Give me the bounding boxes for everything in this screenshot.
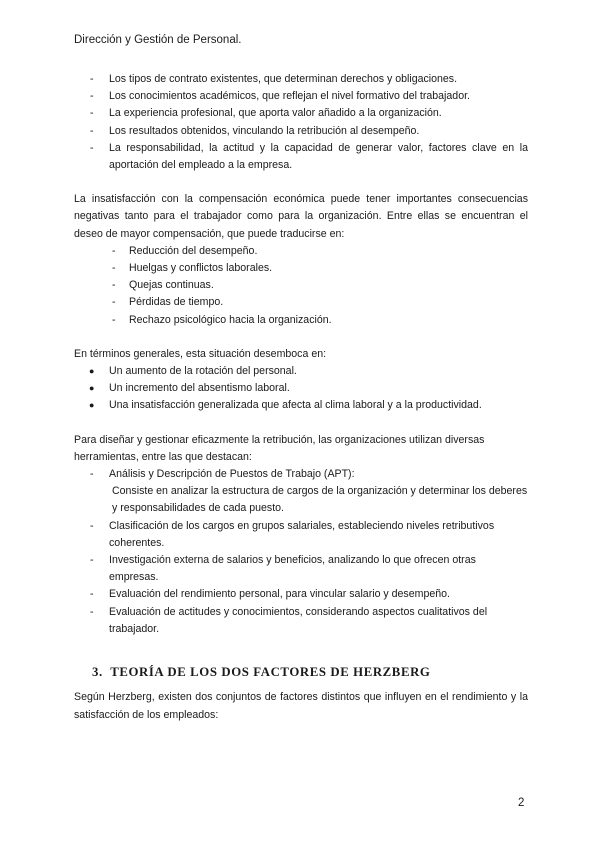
list-item: - Rechazo psicológico hacia la organización. (74, 312, 528, 329)
dash-marker: - (90, 588, 94, 601)
section-intro: Según Herzberg, existen dos conjuntos de factores distintos que influyen en el rendimiento y la satisfacción de los empleados: (74, 691, 528, 721)
dash-marker: - (90, 519, 94, 532)
list-item-description: Consiste en analizar la estructura de cargos de la organización y determinar los deberes y responsabilidades de cada puesto. (112, 485, 528, 515)
dash-marker: - (112, 262, 116, 275)
dash-marker: - (90, 605, 94, 618)
outcomes-list (74, 363, 528, 415)
list-item: ● Un incremento del absentismo laboral. (74, 380, 528, 397)
list-item: - Clasificación de los cargos en grupos salariales, estableciendo niveles retributivos coherentes. (90, 519, 495, 549)
paragraph-dissatisfaction: La insatisfacción con la compensación económica puede tener importantes consecuencias negativas tanto para el trabajador como para la organización. Entre ellas se encuentran el deseo de mayor compensación, que puede traducirse en: (74, 193, 528, 240)
bullet-marker: ● (89, 366, 95, 377)
dash-marker: - (90, 107, 94, 120)
paragraph-tools: Para diseñar y gestionar eficazmente la retribución, las organizaciones utilizan diversas herramientas, entre las que destacan: (74, 433, 485, 463)
tools-list (74, 466, 528, 638)
list-item: - Análisis y Descripción de Puestos de Trabajo (APT): Consiste en analizar la estructura de cargos de la organización y determinar los deberes y responsabilidades de cada puesto. (74, 466, 528, 518)
dash-marker: - (90, 141, 94, 154)
dash-marker: - (112, 313, 116, 326)
dash-marker: - (90, 73, 94, 85)
list-item: - Evaluación de actitudes y conocimientos, considerando aspectos cualitativos del trabajador. (90, 605, 488, 635)
dash-marker: - (90, 468, 94, 481)
dash-marker: - (90, 554, 94, 567)
paragraph-general-terms: En términos generales, esta situación desemboca en: (74, 347, 327, 360)
list-item: - Los conocimientos académicos, que reflejan el nivel formativo del trabajador. (74, 88, 528, 105)
dash-marker: - (112, 279, 116, 292)
list-item: ● Un aumento de la rotación del personal. (74, 363, 528, 380)
list-item: - Huelgas y conflictos laborales. (74, 260, 528, 277)
list-item: - Los resultados obtenidos, vinculando la retribución al desempeño. (74, 123, 528, 140)
section-heading (92, 664, 528, 681)
consequences-list (74, 243, 528, 329)
list-item: - Los tipos de contrato existentes, que determinan derechos y obligaciones. (74, 71, 528, 88)
list-item: ● Una insatisfacción generalizada que afecta al clima laboral y a la productividad. (74, 397, 528, 414)
list-item: - Pérdidas de tiempo. (74, 294, 528, 311)
retribution-factors-list (74, 71, 528, 174)
list-item: - La experiencia profesional, que aporta valor añadido a la organización. (74, 105, 528, 122)
dash-marker: - (90, 124, 94, 137)
page-number: 2 (518, 797, 525, 809)
bullet-marker: ● (89, 400, 95, 411)
dash-marker: - (112, 296, 116, 309)
list-item: - La responsabilidad, la actitud y la capacidad de generar valor, factores clave en la aportación del empleado a la empresa. (90, 141, 528, 172)
section-number: 3. (92, 665, 103, 680)
dash-marker: - (90, 90, 94, 103)
section-title: TEORÍA DE LOS DOS FACTORES DE HERZBERG (110, 665, 431, 680)
list-item: - Reducción del desempeño. (74, 243, 528, 260)
list-item: - Evaluación del rendimiento personal, para vincular salario y desempeño. (74, 586, 528, 603)
page-header: Dirección y Gestión de Personal. (74, 34, 242, 46)
dash-marker: - (112, 244, 116, 257)
document-body (74, 71, 528, 724)
list-item: - Investigación externa de salarios y beneficios, analizando lo que ofrecen otras empresas. (90, 554, 476, 584)
list-item: - Quejas continuas. (74, 277, 528, 294)
bullet-marker: ● (89, 383, 95, 394)
